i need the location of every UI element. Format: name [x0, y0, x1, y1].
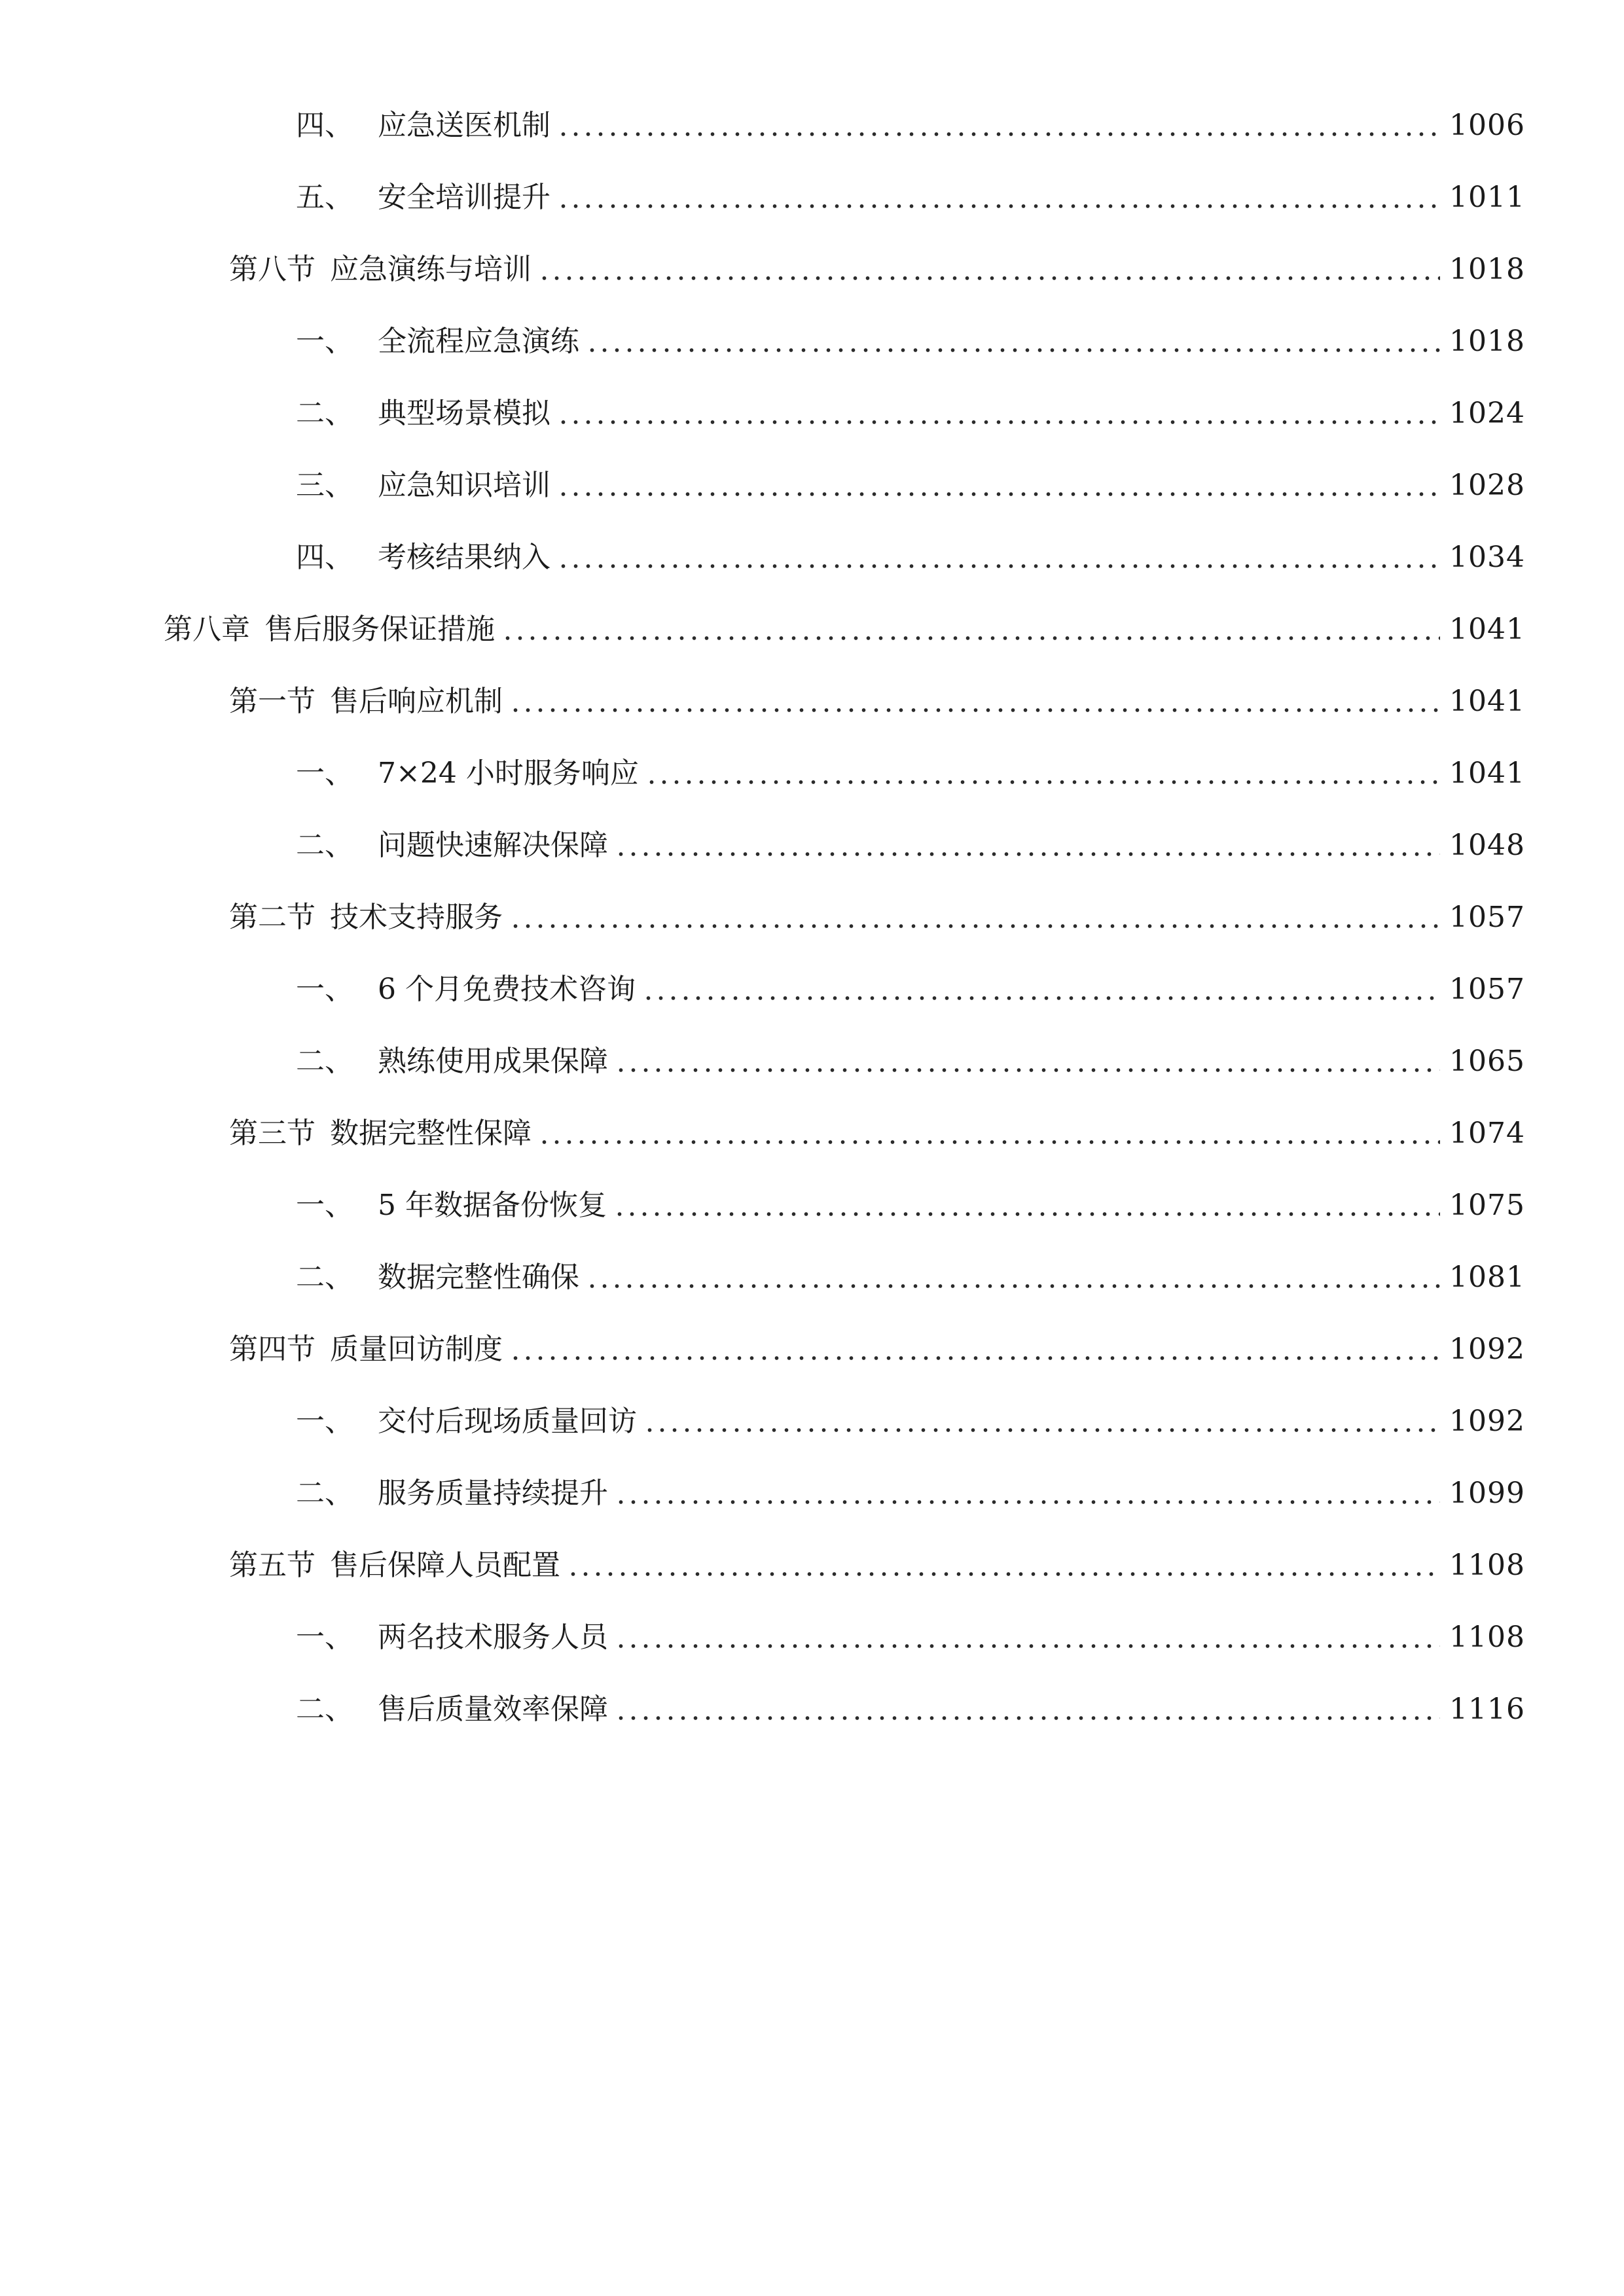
toc-entry[interactable] — [229, 1533, 1525, 1585]
toc-page-number: 1018 — [1449, 325, 1525, 358]
toc-page-number: 1065 — [1449, 1045, 1525, 1078]
toc-entry-label — [296, 1474, 608, 1513]
toc-page-number: 1011 — [1449, 181, 1525, 214]
toc-page-number: 1074 — [1449, 1117, 1525, 1150]
toc-entry-number: 一、 — [296, 757, 353, 790]
toc-entry-title: 数据完整性保障 — [330, 1117, 532, 1150]
toc-entry[interactable] — [229, 669, 1525, 721]
toc-dot-leader — [557, 492, 1440, 496]
toc-page-number: 1092 — [1449, 1333, 1525, 1366]
toc-entry-number: 第一节 — [229, 685, 316, 718]
toc-dot-leader — [501, 636, 1440, 640]
toc-page-number: 1081 — [1449, 1261, 1525, 1294]
toc-dot-leader — [509, 708, 1440, 712]
toc-entry[interactable] — [296, 1173, 1525, 1225]
toc-page-number: 1075 — [1449, 1189, 1525, 1222]
toc-entry-number: 二、 — [296, 397, 353, 430]
toc-entry-label — [296, 178, 550, 217]
toc-dot-leader — [615, 1644, 1440, 1648]
toc-entry-title: 数据完整性确保 — [378, 1261, 579, 1294]
toc-dot-leader — [615, 1500, 1440, 1504]
toc-entry[interactable] — [296, 453, 1525, 505]
toc-entry-title: 服务质量持续提升 — [378, 1477, 608, 1510]
toc-entry-title: 售后响应机制 — [330, 685, 503, 718]
toc-entry[interactable] — [229, 1101, 1525, 1153]
toc-entry[interactable] — [296, 1389, 1525, 1441]
toc-entry[interactable] — [296, 813, 1525, 865]
toc-entry-number: 第八节 — [229, 253, 316, 286]
toc-entry-title: 两名技术服务人员 — [378, 1621, 608, 1654]
toc-entry-number: 二、 — [296, 1693, 353, 1726]
toc-entry-label — [296, 1042, 608, 1081]
toc-dot-leader — [557, 564, 1440, 568]
toc-page-number: 1108 — [1449, 1549, 1525, 1582]
toc-entry-label — [229, 1114, 532, 1153]
toc-entry-label — [296, 538, 550, 577]
toc-entry[interactable] — [296, 1461, 1525, 1513]
toc-entry-number: 第三节 — [229, 1117, 316, 1150]
toc-entry-number: 五、 — [296, 181, 353, 214]
toc-dot-leader — [538, 1140, 1440, 1144]
toc-entry[interactable] — [296, 93, 1525, 145]
toc-page-number: 1057 — [1449, 901, 1525, 934]
toc-entry-title: 安全培训提升 — [378, 181, 550, 214]
toc-entry-title: 考核结果纳入 — [378, 541, 550, 574]
toc-entry-number: 一、 — [296, 325, 353, 358]
toc-entry-number: 一、 — [296, 1621, 353, 1654]
toc-entry-label — [229, 898, 503, 937]
toc-dot-leader — [567, 1572, 1440, 1576]
toc-entry-label — [229, 1546, 560, 1585]
toc-entry[interactable] — [296, 165, 1525, 217]
toc-entry-label — [296, 466, 550, 505]
toc-page-number: 1092 — [1449, 1405, 1525, 1438]
toc-entry-number: 二、 — [296, 1045, 353, 1078]
toc-entry-title: 售后服务保证措施 — [264, 613, 495, 646]
toc-entry-title: 熟练使用成果保障 — [378, 1045, 608, 1078]
toc-page-number: 1041 — [1449, 685, 1525, 718]
toc-entry-number: 二、 — [296, 1261, 353, 1294]
toc-entry-title: 质量回访制度 — [330, 1333, 503, 1366]
toc-entry-label — [296, 394, 550, 433]
toc-dot-leader — [615, 1716, 1440, 1720]
toc-entry-title: 典型场景模拟 — [378, 397, 550, 430]
toc-entry-number: 三、 — [296, 469, 353, 502]
toc-page-number: 1041 — [1449, 757, 1525, 790]
toc-entry-number: 二、 — [296, 829, 353, 862]
toc-entry-number: 第八章 — [164, 613, 250, 646]
toc-dot-leader — [538, 276, 1440, 280]
toc-entry-label — [296, 1258, 579, 1297]
toc-entry-label — [296, 970, 636, 1009]
toc-page-number: 1116 — [1449, 1693, 1525, 1726]
toc-entry-title: 应急知识培训 — [378, 469, 550, 502]
toc-entry-title: 售后质量效率保障 — [378, 1693, 608, 1726]
toc-dot-leader — [615, 1068, 1440, 1072]
toc-entry-title: 售后保障人员配置 — [330, 1549, 560, 1582]
toc-entry-number: 一、 — [296, 1189, 353, 1222]
toc-page-number: 1057 — [1449, 973, 1525, 1006]
toc-entry[interactable] — [296, 525, 1525, 577]
toc-dot-leader — [557, 204, 1440, 208]
toc-entry[interactable] — [296, 309, 1525, 361]
toc-entry-label — [164, 610, 495, 649]
toc-dot-leader — [645, 780, 1440, 784]
toc-entry[interactable] — [229, 1317, 1525, 1369]
toc-dot-leader — [509, 924, 1440, 928]
toc-entry-label — [296, 322, 579, 361]
toc-entry-label — [296, 1402, 637, 1441]
toc-page-number: 1041 — [1449, 613, 1525, 646]
toc-entry-label — [229, 250, 532, 289]
toc-entry-label — [296, 1618, 608, 1657]
toc-entry-label — [296, 1690, 608, 1729]
toc-entry-number: 第五节 — [229, 1549, 316, 1582]
toc-page-number: 1108 — [1449, 1621, 1525, 1654]
toc-entry[interactable] — [229, 885, 1525, 937]
toc-entry[interactable] — [296, 1677, 1525, 1729]
toc-page-number: 1034 — [1449, 541, 1525, 574]
toc-entry-title: 交付后现场质量回访 — [378, 1405, 637, 1438]
toc-entry[interactable] — [296, 1029, 1525, 1081]
toc-entry-title: 6 个月免费技术咨询 — [378, 973, 636, 1006]
toc-page-number: 1018 — [1449, 253, 1525, 286]
toc-entry[interactable] — [296, 741, 1525, 793]
toc-entry-label — [296, 826, 608, 865]
toc-entry[interactable] — [296, 381, 1525, 433]
toc-entry-number: 四、 — [296, 541, 353, 574]
toc-entry-title: 应急演练与培训 — [330, 253, 532, 286]
toc-entry-number: 四、 — [296, 109, 353, 142]
toc-entry-number: 一、 — [296, 973, 353, 1006]
toc-page-number: 1006 — [1449, 109, 1525, 142]
toc-page-number: 1024 — [1449, 397, 1525, 430]
toc-entry-number: 一、 — [296, 1405, 353, 1438]
toc-entry-label — [229, 682, 503, 721]
toc-dot-leader — [613, 1212, 1440, 1216]
toc-entry-number: 第四节 — [229, 1333, 316, 1366]
toc-dot-leader — [586, 1284, 1440, 1288]
toc-entry-title: 全流程应急演练 — [378, 325, 579, 358]
toc-entry-label — [296, 754, 639, 793]
toc-entry[interactable] — [296, 1245, 1525, 1297]
toc-entry-title: 应急送医机制 — [378, 109, 550, 142]
toc-entry[interactable] — [296, 957, 1525, 1009]
toc-entry-title: 5 年数据备份恢复 — [378, 1189, 607, 1222]
toc-entry[interactable] — [229, 237, 1525, 289]
toc-entry-label — [296, 106, 550, 145]
toc-entry-title: 问题快速解决保障 — [378, 829, 608, 862]
toc-dot-leader — [557, 132, 1440, 136]
toc-entry-label — [229, 1330, 503, 1369]
toc-page-number: 1099 — [1449, 1477, 1525, 1510]
toc-entry[interactable] — [164, 597, 1525, 649]
toc-dot-leader — [557, 420, 1440, 424]
toc-page-number: 1028 — [1449, 469, 1525, 502]
toc-entry-number: 第二节 — [229, 901, 316, 934]
toc-dot-leader — [586, 348, 1440, 352]
toc-page-number: 1048 — [1449, 829, 1525, 862]
toc-entry-title: 7×24 小时服务响应 — [378, 757, 639, 790]
toc-entry[interactable] — [296, 1605, 1525, 1657]
toc-dot-leader — [615, 852, 1440, 856]
toc-entry-title: 技术支持服务 — [330, 901, 503, 934]
toc-dot-leader — [643, 1428, 1440, 1432]
toc-entry-number: 二、 — [296, 1477, 353, 1510]
toc-dot-leader — [642, 996, 1440, 1000]
toc-dot-leader — [509, 1356, 1440, 1360]
toc-entry-label — [296, 1186, 607, 1225]
